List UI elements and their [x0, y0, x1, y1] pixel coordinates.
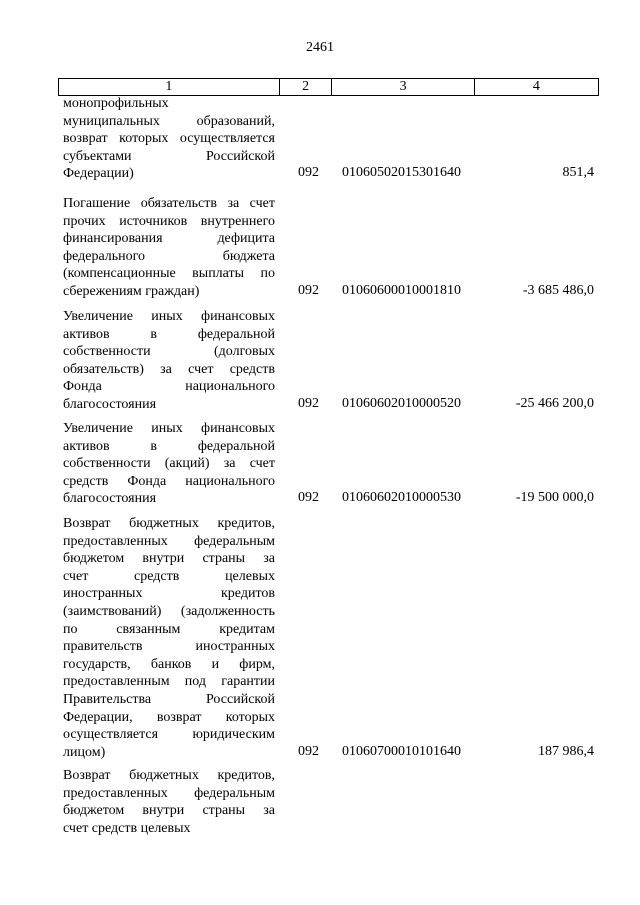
description-line: сбережениям граждан) [63, 283, 200, 299]
row-amount: -19 500 000,0 [515, 490, 594, 506]
description-line: Увеличение иных финансовых [63, 421, 275, 436]
row-budget-code: 01060700010101640 [342, 743, 461, 759]
column-header-4: 4 [474, 79, 598, 96]
page-number: 2461 [306, 40, 334, 55]
row-amount: -25 466 200,0 [515, 396, 594, 411]
description-line: Фонда национального [63, 379, 275, 395]
description-line: правительств иностранных [63, 639, 275, 655]
description-line: благосостояния [63, 491, 157, 507]
description-line: возврат которых осуществляется [63, 131, 275, 147]
row-budget-code: 01060602010000520 [342, 396, 461, 411]
description-line: Правительства Российской [63, 691, 275, 707]
column-header-3: 3 [332, 79, 474, 96]
description-line: Погашение обязательств за счет [63, 196, 275, 211]
description-line: счет средств целевых [63, 820, 191, 836]
description-line: средств Фонда национального [63, 473, 275, 489]
description-line: Увеличение иных финансовых [63, 309, 275, 324]
description-line: счет средств целевых [63, 568, 275, 584]
row-admin-code: 092 [298, 283, 319, 298]
row-description [63, 767, 275, 837]
description-line: субъектами Российской [63, 148, 275, 164]
description-line: активов в федеральной [63, 326, 275, 342]
description-line: предоставленных федеральным [63, 533, 275, 549]
description-line: обязательств) за счет средств [63, 361, 275, 377]
description-line: бюджетом внутри страны за [63, 803, 275, 819]
description-line: государств, банков и фирм, [63, 656, 275, 672]
description-line: федерального бюджета [63, 248, 275, 264]
column-header-row [59, 79, 599, 96]
description-line: активов в федеральной [63, 438, 275, 454]
description-line: монопрофильных [63, 96, 169, 111]
row-amount: 851,4 [562, 165, 594, 181]
description-line: бюджетом внутри страны за [63, 551, 275, 567]
description-line: муниципальных образований, [63, 113, 275, 129]
row-admin-code: 092 [298, 165, 319, 181]
row-admin-code: 092 [298, 396, 319, 411]
column-header-table [58, 78, 599, 96]
row-admin-code: 092 [298, 743, 319, 759]
row-amount: -3 685 486,0 [522, 283, 594, 298]
row-description [63, 420, 275, 508]
row-description [63, 195, 275, 301]
description-line: осуществляется юридическим [63, 727, 275, 743]
description-line: лицом) [63, 744, 106, 760]
row-description [63, 95, 275, 183]
row-amount: 187 986,4 [538, 743, 594, 759]
row-description [63, 515, 275, 761]
description-line: (компенсационные выплаты по [63, 266, 275, 282]
description-line: предоставленных федеральным [63, 785, 275, 801]
description-line: Федерации, возврат которых [63, 709, 275, 725]
description-line: Возврат бюджетных кредитов, [63, 516, 275, 531]
description-line: Федерации) [63, 166, 134, 182]
row-description [63, 308, 275, 414]
description-line: благосостояния [63, 396, 157, 412]
row-budget-code: 01060502015301640 [342, 165, 461, 181]
description-line: по связанным кредитам [63, 621, 275, 637]
row-budget-code: 01060602010000530 [342, 490, 461, 506]
column-header-2: 2 [279, 79, 332, 96]
description-line: иностранных кредитов [63, 586, 275, 602]
description-line: собственности (долговых [63, 344, 275, 360]
description-line: собственности (акций) за счет [63, 456, 275, 472]
description-line: (заимствований) (задолженность [63, 603, 275, 619]
description-line: Возврат бюджетных кредитов, [63, 768, 275, 783]
row-admin-code: 092 [298, 490, 319, 506]
row-budget-code: 01060600010001810 [342, 283, 461, 298]
column-header-1: 1 [59, 79, 280, 96]
description-line: финансирования дефицита [63, 231, 275, 247]
description-line: предоставленным под гарантии [63, 674, 275, 690]
description-line: прочих источников внутреннего [63, 213, 275, 229]
